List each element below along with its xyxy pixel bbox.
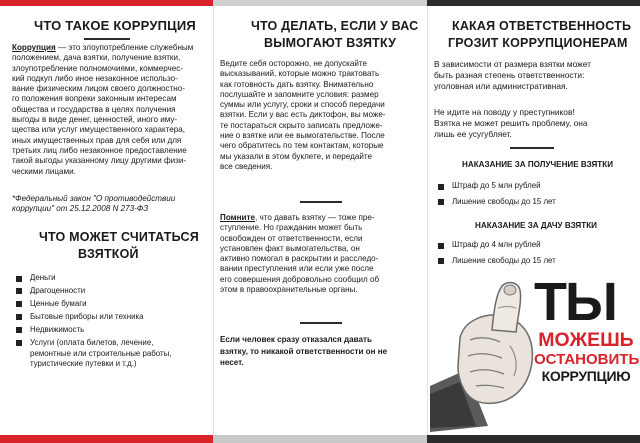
list-item-text-cont: туристические путевки и т.д.) [30, 359, 137, 369]
col2-p1-line-1: высказываний, которые можно трактовать [220, 69, 380, 79]
list-item [16, 325, 208, 336]
square-bullet-icon [438, 199, 444, 205]
col3-title-line2: ГРОЗИТ КОРРУПЦИОНЕРАМ [448, 36, 628, 50]
list-item [16, 312, 208, 323]
col2-p1-line-9: мы указали в этом буклете, и передайте [220, 151, 372, 161]
square-bullet-icon [16, 327, 22, 333]
list-item [438, 256, 628, 267]
col2-paragraph-2 [220, 213, 420, 295]
bottom-stripe-grey [213, 435, 426, 443]
list-item-multiline [30, 338, 172, 370]
col1-def-line-6: общества и государства в целях получения [12, 104, 176, 114]
top-stripe-dark [427, 0, 640, 6]
fold-line-1 [213, 6, 214, 435]
remember-word: Помните [220, 213, 255, 222]
col1-title2-line2: ВЗЯТКОЙ [78, 247, 139, 261]
col3-p1-line-2: уголовная или административная. [434, 81, 568, 91]
slogan-korruptsiyu: КОРРУПЦИЮ [541, 368, 631, 384]
list-item [438, 240, 628, 251]
col3-p2-line-2: лишь ее усугубляет. [434, 129, 512, 139]
col1-def-line-0: — это злоупотребление служебным [55, 43, 194, 52]
col1-title2-line1: ЧТО МОЖЕТ СЧИТАТЬСЯ [39, 230, 199, 244]
col2-p2-line-0 [220, 213, 420, 223]
bottom-stripe-dark [427, 435, 640, 443]
list-item [438, 181, 628, 192]
col1-def-line [12, 43, 208, 53]
list-item-text: Лишение свободы до 15 лет [452, 255, 556, 265]
col1-def-line-7: выгоды в виде денег, ценностей, иного иму- [12, 115, 178, 125]
col1-def-line-1: положением, дача взятки, получение взятки, [12, 53, 181, 63]
col1-title: ЧТО ТАКОЕ КОРРУПЦИЯ [34, 18, 196, 33]
give-penalties-list [438, 240, 628, 266]
col3-p2-line-0: Не идите на поводу у преступников! [434, 107, 575, 117]
square-bullet-icon [16, 301, 22, 307]
pointing-hand-illustration [430, 276, 550, 432]
col1-def-term: Коррупция [12, 43, 56, 52]
square-bullet-icon [438, 258, 444, 264]
col2-divider-2 [300, 322, 342, 324]
col2-p2-line-5: вании преступления или если уже после [220, 264, 374, 274]
col1-def-line-12: ческими лицами. [12, 166, 76, 176]
list-item-text: Услуги (оплата билетов, лечение, [30, 337, 154, 347]
slogan-ostanovit: ОСТАНОВИТЬ [534, 351, 640, 368]
col2-bold-line-0: Если человек сразу отказался давать [220, 335, 372, 344]
bribe-items-list [16, 273, 208, 370]
col1-def-line-10: третьих лиц либо незаконное предоставление [12, 145, 187, 155]
list-item [16, 273, 208, 284]
list-item-text: Драгоценности [30, 285, 86, 295]
square-bullet-icon [16, 340, 22, 346]
square-bullet-icon [16, 276, 22, 282]
col2-p2-line-1: ступление. Но гражданин может быть [220, 223, 363, 233]
col1-law-line-1: коррупции" от 25.12.2008 N 273-ФЗ [12, 204, 149, 214]
pointing-finger [492, 283, 521, 332]
col1-title-underline [84, 38, 130, 40]
col2-p1-line-0: Ведите себя осторожно, не допускайте [220, 59, 368, 68]
col2-p1-line-10: все сведения. [220, 161, 273, 171]
slogan-mozhesh: МОЖЕШЬ [538, 329, 634, 351]
list-item-text: Лишение свободы до 15 лет [452, 196, 556, 206]
list-item-text: Недвижимость [30, 324, 85, 334]
list-item [438, 197, 628, 208]
take-penalties-list [438, 181, 628, 207]
fold-line-2 [427, 6, 428, 435]
col2-p2-line-2: освобожден от ответственности, если [220, 233, 363, 243]
bottom-stripe-red [0, 435, 213, 443]
col2-p1-line-5: взятки. Если у вас есть диктофон, вы може- [220, 110, 386, 120]
col2-divider-1 [300, 201, 342, 203]
col1-definition [12, 43, 208, 177]
col1-def-line-2: злоупотребление полномочиями, коммерчес- [12, 63, 183, 73]
col2-p1-line-2: как готовность дать взятку. Внимательно [220, 79, 374, 89]
square-bullet-icon [438, 184, 444, 190]
col3-title-line1: КАКАЯ ОТВЕТСТВЕННОСТЬ [452, 19, 632, 33]
heading-take-bribe: НАКАЗАНИЕ ЗА ПОЛУЧЕНИЕ ВЗЯТКИ [462, 160, 614, 169]
slogan-ty: ТЫ [534, 272, 616, 332]
col2-p2-line-3: установлен факт вымогательства, он [220, 243, 360, 253]
col2-paragraph-1 [220, 59, 420, 172]
col1-def-line-11: такой выгоды указанному лицу другими физи- [12, 156, 187, 166]
col2-bold-line-1: взятку, то никакой ответственности он не [220, 346, 388, 356]
col3-p2-line-1: Взятка не может решить проблему, она [434, 118, 588, 128]
col1-def-line-5: го положения вопреки законным интересам [12, 94, 177, 104]
heading-give-bribe: НАКАЗАНИЕ ЗА ДАЧУ ВЗЯТКИ [475, 221, 597, 230]
list-item-text: Штраф до 4 млн рублей [452, 240, 541, 249]
list-item [16, 338, 208, 370]
col3-p1-line-0: В зависимости от размера взятки может [434, 59, 591, 69]
col1-def-line-3: кий подкуп либо иное незаконное использо- [12, 73, 178, 83]
col2-p1-line-3: послушайте и запомните условия: размер [220, 89, 379, 99]
square-bullet-icon [438, 243, 444, 249]
col2-p2-first: , что давать взятку — тоже пре- [254, 213, 375, 222]
list-item [16, 299, 208, 310]
col3-p1-line-1: быть разная степень ответственности: [434, 70, 585, 80]
col2-p1-line-7: ние о взятке или ее вымогательстве. После [220, 131, 385, 141]
list-item [16, 286, 208, 297]
list-item-text: Ценные бумаги [30, 298, 87, 308]
col2-bold-line-2: несет. [220, 358, 244, 367]
col2-p2-line-4: активно помогал в раскрытии и расследо- [220, 254, 379, 264]
list-item-text: Деньги [30, 273, 56, 282]
col3-paragraph-1 [434, 59, 634, 92]
bottom-stripe [0, 435, 640, 443]
col1-def-line-4: вание физическим лицом своего должностно- [12, 84, 185, 94]
list-item-text-cont: ремонтные или строительные работы, [30, 348, 172, 358]
col1-def-line-8: щества или услуг имущественного характера, [12, 125, 185, 135]
square-bullet-icon [16, 314, 22, 320]
col2-p2-line-7: этом в правоохранительные органы. [220, 285, 358, 295]
col2-p2-line-6: его совершения добровольно сообщил об [220, 274, 380, 284]
list-item-text: Бытовые приборы или техника [30, 311, 144, 321]
square-bullet-icon [16, 288, 22, 294]
list-item-text: Штраф до 5 млн рублей [452, 181, 541, 190]
col2-bold-paragraph [220, 334, 420, 369]
col2-p1-line-4: суммы или услугу, сроки и способ передачи [220, 100, 385, 110]
col1-law-reference [12, 194, 208, 215]
col2-p1-line-6: те постараться скрыто записать предложе- [220, 120, 383, 130]
col1-def-line-9: иных имущественных прав для себя или для [12, 135, 182, 145]
col1-law-line-0: *Федеральный закон "О противодействии [12, 194, 176, 203]
col2-title-line1: ЧТО ДЕЛАТЬ, ЕСЛИ У ВАС [251, 19, 419, 33]
col2-title-line2: ВЫМОГАЮТ ВЗЯТКУ [264, 36, 397, 50]
top-stripe [0, 0, 640, 6]
top-stripe-grey [213, 0, 426, 6]
top-stripe-red [0, 0, 213, 6]
col3-paragraph-2 [434, 107, 634, 140]
col3-divider [510, 147, 554, 149]
col2-p1-line-8: чего обратитесь по тем контактам, которые [220, 141, 384, 151]
